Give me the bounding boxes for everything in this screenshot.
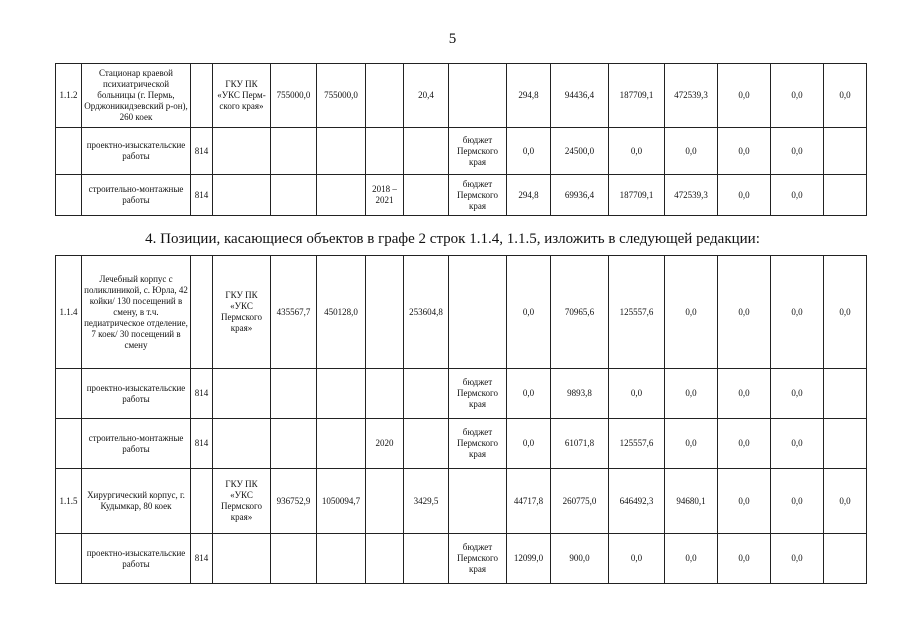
table-cell: 61071,8 [551, 419, 609, 469]
table-cell: 253604,8 [404, 256, 449, 369]
table-cell: 0,0 [771, 369, 824, 419]
table-cell [191, 469, 213, 534]
table-cell [191, 64, 213, 128]
table-cell: 0,0 [771, 469, 824, 534]
table-cell: бюджет Пермского края [449, 419, 507, 469]
table-cell: 260775,0 [551, 469, 609, 534]
table-cell: 1.1.2 [56, 64, 82, 128]
table-cell [213, 369, 271, 419]
table-cell: 2018 – 2021 [366, 175, 404, 216]
table-cell: 0,0 [609, 128, 665, 175]
table-cell: 814 [191, 419, 213, 469]
table-cell: 1.1.4 [56, 256, 82, 369]
table-cell [317, 369, 366, 419]
table-cell [213, 175, 271, 216]
table-cell: 0,0 [771, 256, 824, 369]
table-cell: 94680,1 [665, 469, 718, 534]
table-cell: 0,0 [665, 534, 718, 584]
table-cell: 0,0 [665, 256, 718, 369]
table-cell [366, 469, 404, 534]
table-cell [317, 534, 366, 584]
table-cell [449, 256, 507, 369]
table-cell: 70965,6 [551, 256, 609, 369]
table-cell [366, 369, 404, 419]
table-row [56, 419, 867, 469]
table-cell: 814 [191, 175, 213, 216]
table-cell: 0,0 [609, 369, 665, 419]
table-cell [56, 175, 82, 216]
table-cell: бюджет Пермского края [449, 128, 507, 175]
table-cell: бюджет Пермского края [449, 534, 507, 584]
table-cell: 435567,7 [271, 256, 317, 369]
table-cell: 187709,1 [609, 175, 665, 216]
table-cell [824, 419, 867, 469]
table-cell: 0,0 [718, 419, 771, 469]
table-cell [213, 534, 271, 584]
table-cell [56, 534, 82, 584]
table-cell: 814 [191, 128, 213, 175]
table-cell: 94436,4 [551, 64, 609, 128]
table-cell [366, 128, 404, 175]
table-cell: Хирургический корпус, г. Кудымкар, 80 коек [82, 469, 191, 534]
table-cell [824, 534, 867, 584]
table-cell: 472539,3 [665, 64, 718, 128]
table-cell: ГКУ ПК «УКС Пермского края» [213, 469, 271, 534]
table-cell [271, 419, 317, 469]
table-cell: 0,0 [771, 64, 824, 128]
table-cell: 0,0 [824, 256, 867, 369]
table-cell: 294,8 [507, 175, 551, 216]
table-cell [449, 469, 507, 534]
table-cell [191, 256, 213, 369]
table-cell [366, 534, 404, 584]
table-cell: 0,0 [507, 369, 551, 419]
table-cell [213, 128, 271, 175]
table-cell: 20,4 [404, 64, 449, 128]
table-cell [449, 64, 507, 128]
page-number: 5 [448, 31, 457, 47]
table-cell: Стационар краевой психиатрической больницы (г. Пермь, Орджоникидзевский р-он), 260 коек [82, 64, 191, 128]
table-cell: 125557,6 [609, 419, 665, 469]
table-row [56, 369, 867, 419]
table-row [56, 64, 867, 128]
table-cell: проектно-изыскательские работы [82, 534, 191, 584]
table-cell [213, 419, 271, 469]
table-row [56, 256, 867, 369]
table-cell: ГКУ ПК «УКС Перм-ского края» [213, 64, 271, 128]
table-cell: 0,0 [771, 128, 824, 175]
table-cell: 69936,4 [551, 175, 609, 216]
table-cell [271, 175, 317, 216]
table-row [56, 469, 867, 534]
table-cell [404, 534, 449, 584]
table-cell: бюджет Пермского края [449, 369, 507, 419]
section-heading: 4. Позиции, касающиеся объектов в графе 2 строк 1.1.4, 1.1.5, изложить в следующей редакции: [145, 231, 760, 247]
table-cell [824, 369, 867, 419]
table-cell [824, 128, 867, 175]
table-cell: 646492,3 [609, 469, 665, 534]
table-cell: 3429,5 [404, 469, 449, 534]
table-row [56, 128, 867, 175]
table-cell [271, 128, 317, 175]
table-bottom [55, 255, 867, 584]
table-cell [366, 64, 404, 128]
table-cell: 472539,3 [665, 175, 718, 216]
table-cell: 0,0 [771, 534, 824, 584]
table-cell: 1050094,7 [317, 469, 366, 534]
table-cell [56, 419, 82, 469]
table-cell: 900,0 [551, 534, 609, 584]
table-cell [271, 534, 317, 584]
table-cell [824, 175, 867, 216]
table-cell: 187709,1 [609, 64, 665, 128]
table-cell: 0,0 [665, 419, 718, 469]
table-cell: 0,0 [718, 469, 771, 534]
table-cell: 9893,8 [551, 369, 609, 419]
table-cell: 0,0 [609, 534, 665, 584]
table-row [56, 175, 867, 216]
table-cell: 0,0 [771, 419, 824, 469]
table-cell: 0,0 [507, 256, 551, 369]
table-cell [317, 128, 366, 175]
table-cell [56, 128, 82, 175]
table-cell: 44717,8 [507, 469, 551, 534]
table-top [55, 63, 867, 216]
table-cell: 125557,6 [609, 256, 665, 369]
table-cell: 24500,0 [551, 128, 609, 175]
table-cell: 0,0 [718, 128, 771, 175]
table-cell [404, 419, 449, 469]
table-cell: 0,0 [718, 534, 771, 584]
table-cell: 814 [191, 534, 213, 584]
table-cell: 12099,0 [507, 534, 551, 584]
table-cell: 0,0 [771, 175, 824, 216]
table-cell [404, 369, 449, 419]
table-cell: 450128,0 [317, 256, 366, 369]
table-cell: 936752,9 [271, 469, 317, 534]
table-cell: 294,8 [507, 64, 551, 128]
table-cell: 0,0 [665, 128, 718, 175]
table-cell: 1.1.5 [56, 469, 82, 534]
table-cell: строительно-монтажные работы [82, 419, 191, 469]
table-cell: проектно-изыскательские работы [82, 128, 191, 175]
table-cell: 0,0 [824, 469, 867, 534]
table-cell: 0,0 [824, 64, 867, 128]
table-cell: 0,0 [718, 175, 771, 216]
table-cell: 0,0 [718, 64, 771, 128]
table-cell: 0,0 [507, 128, 551, 175]
table-cell: бюджет Пермского края [449, 175, 507, 216]
table-cell [271, 369, 317, 419]
table-cell [317, 175, 366, 216]
table-cell: 0,0 [718, 369, 771, 419]
table-cell [404, 128, 449, 175]
table-cell: 2020 [366, 419, 404, 469]
table-cell: Лечебный корпус с поликлиникой, с. Юрла, 42 койки/ 130 посещений в смену, в т.ч. педиатрическое отделение, 7 коек/ 30 посещений в смену [82, 256, 191, 369]
table-cell: 755000,0 [317, 64, 366, 128]
table-cell: 0,0 [665, 369, 718, 419]
table-cell [56, 369, 82, 419]
table-cell: 755000,0 [271, 64, 317, 128]
table-cell: 0,0 [507, 419, 551, 469]
table-cell: строительно-монтажные работы [82, 175, 191, 216]
table-cell [404, 175, 449, 216]
table-cell [317, 419, 366, 469]
table-cell: 0,0 [718, 256, 771, 369]
table-cell [366, 256, 404, 369]
table-row [56, 534, 867, 584]
table-cell: ГКУ ПК «УКС Пермского края» [213, 256, 271, 369]
table-cell: проектно-изыскательские работы [82, 369, 191, 419]
table-cell: 814 [191, 369, 213, 419]
